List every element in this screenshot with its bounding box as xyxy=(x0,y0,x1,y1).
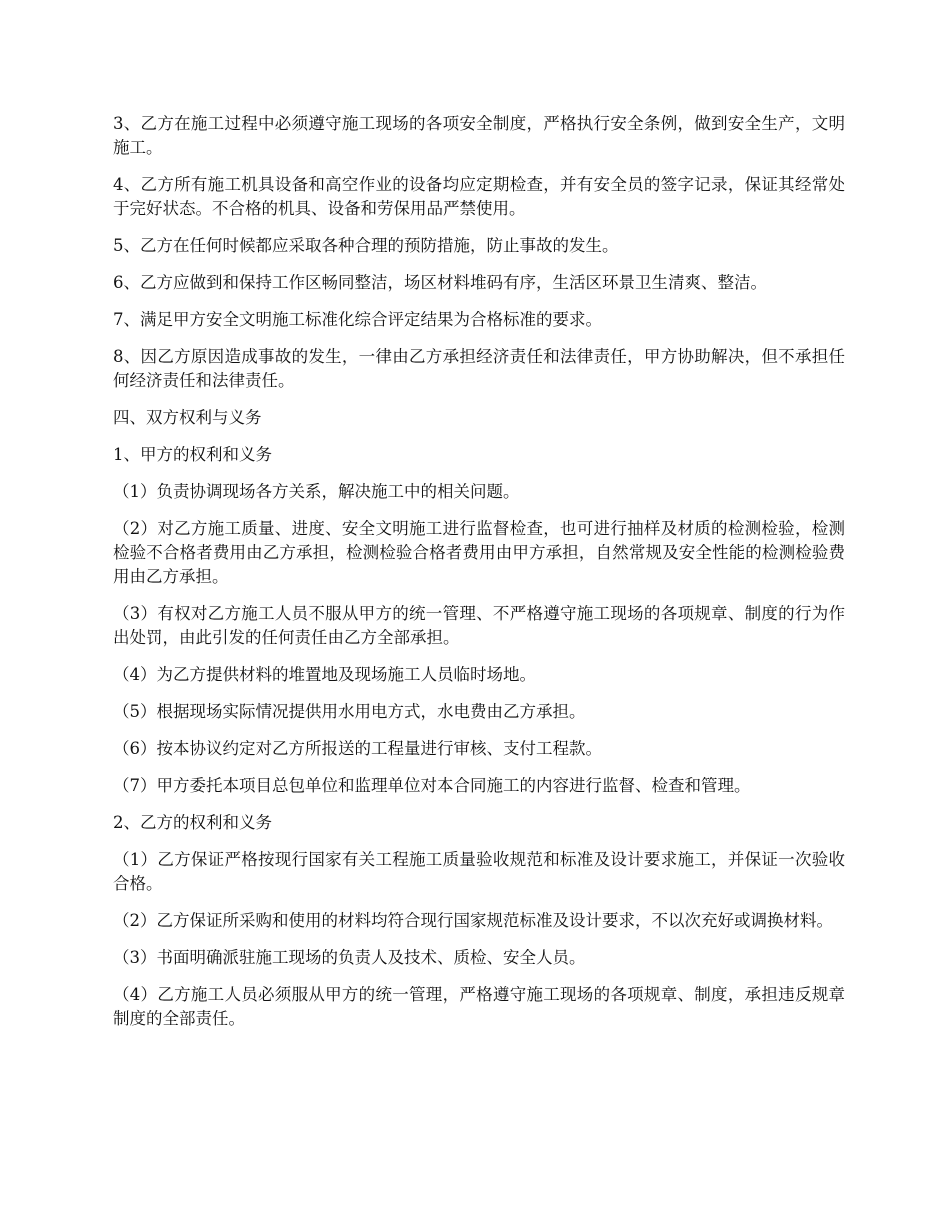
section-heading-rights-obligations: 四、双方权利与义务 xyxy=(113,408,262,427)
party-a-item-4: （4）为乙方提供材料的堆置地及现场施工人员临时场地。 xyxy=(113,665,536,684)
document-body xyxy=(113,112,845,1044)
clause-4: 4、乙方所有施工机具设备和高空作业的设备均应定期检查，并有安全员的签字记录，保证其经常处于完好状态。不合格的机具、设备和劳保用品严禁使用。 xyxy=(113,175,845,218)
subsection-heading-party-a: 1、甲方的权利和义务 xyxy=(113,445,272,464)
party-a-item-5: （5）根据现场实际情况提供用水用电方式，水电费由乙方承担。 xyxy=(113,702,586,721)
party-b-item-2: （2）乙方保证所采购和使用的材料均符合现行国家规范标准及设计要求，不以次充好或调换材料。 xyxy=(113,911,833,930)
clause-3: 3、乙方在施工过程中必须遵守施工现场的各项安全制度，严格执行安全条例，做到安全生产，文明施工。 xyxy=(113,114,845,157)
subsection-heading-party-b: 2、乙方的权利和义务 xyxy=(113,813,272,832)
party-b-item-3: （3）书面明确派驻施工现场的负责人及技术、质检、安全人员。 xyxy=(113,948,586,967)
party-b-item-1: （1）乙方保证严格按现行国家有关工程施工质量验收规范和标准及设计要求施工，并保证一次验收合格。 xyxy=(113,850,845,893)
party-a-item-1: （1）负责协调现场各方关系，解决施工中的相关问题。 xyxy=(113,482,520,501)
party-a-item-6: （6）按本协议约定对乙方所报送的工程量进行审核、支付工程款。 xyxy=(113,739,602,758)
clause-5: 5、乙方在任何时候都应采取各种合理的预防措施，防止事故的发生。 xyxy=(113,236,619,255)
clause-8: 8、因乙方原因造成事故的发生，一律由乙方承担经济责任和法律责任，甲方协助解决，但不承担任何经济责任和法律责任。 xyxy=(113,347,845,390)
party-a-item-2: （2）对乙方施工质量、进度、安全文明施工进行监督检查，也可进行抽样及材质的检测检验，检测检验不合格者费用由乙方承担，检测检验合格者费用由甲方承担，自然常规及安全性能的检测检验费用由乙方承担。 xyxy=(113,519,845,586)
party-b-item-4: （4）乙方施工人员必须服从甲方的统一管理，严格遵守施工现场的各项规章、制度，承担违反规章制度的全部责任。 xyxy=(113,985,845,1028)
party-a-item-7: （7）甲方委托本项目总包单位和监理单位对本合同施工的内容进行监督、检查和管理。 xyxy=(113,776,751,795)
clause-6: 6、乙方应做到和保持工作区畅同整洁，场区材料堆码有序，生活区环景卫生清爽、整洁。 xyxy=(113,273,767,292)
party-a-item-3: （3）有权对乙方施工人员不服从甲方的统一管理、不严格遵守施工现场的各项规章、制度的行为作出处罚，由此引发的任何责任由乙方全部承担。 xyxy=(113,604,845,647)
clause-7: 7、满足甲方安全文明施工标准化综合评定结果为合格标准的要求。 xyxy=(113,310,602,329)
